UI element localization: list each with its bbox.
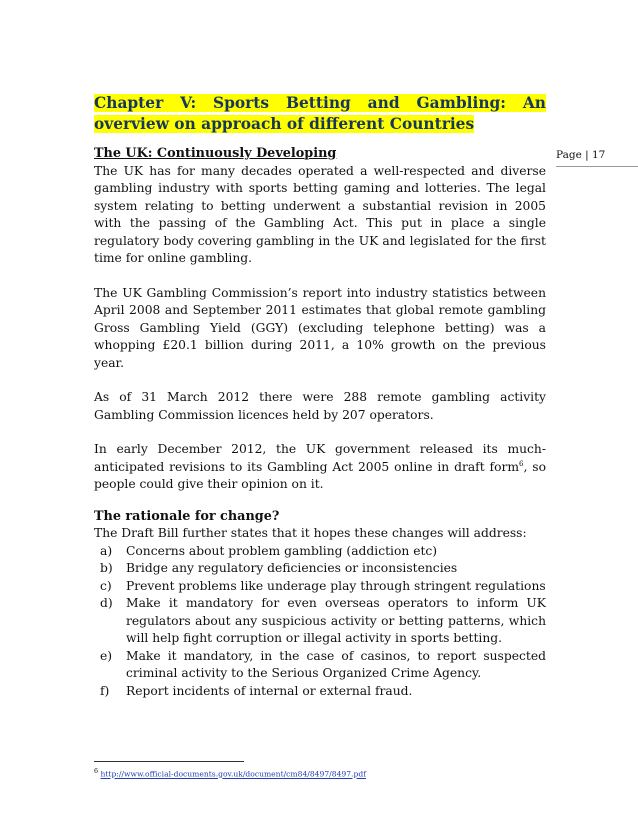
list-item-mark: f) (100, 683, 110, 698)
footnote-number: 6 (94, 768, 99, 775)
footnote (94, 768, 366, 779)
page-number: Page | 17 (556, 149, 638, 167)
list-item-mark: b) (100, 561, 113, 575)
draft-text-before: In early December 2012, the UK government released its much-anticipated revisions to its Gambling Act 2005 online in draft form (94, 442, 546, 474)
footnote-divider (94, 761, 244, 762)
paragraph-licences: As of 31 March 2012 there were 288 remote gambling activity Gambling Commission licences held by 207 operators. (94, 390, 546, 422)
paragraph-draft-bill (94, 441, 546, 494)
footnote-reference[interactable]: 6 (519, 459, 524, 468)
page-content (94, 93, 546, 700)
paragraph-commission-report: The UK Gambling Commission’s report into industry statistics between April 2008 and September 2011 estimates that global remote gambling Gross Gambling Yield (GGY) (excluding telephone betting) was a whopping £20.1 billion during 2011, a 10% growth on the previous year. (94, 285, 546, 370)
list-item-text: Make it mandatory, in the case of casinos, to report suspected criminal activity to the Serious Organized Crime Agency. (126, 648, 546, 680)
paragraph-uk-overview: The UK has for many decades operated a well-respected and diverse gambling industry with sports betting gaming and lotteries. The legal system relating to betting underwent a substantial revision in 2005 with the passing of the Gambling Act. This put in place a single regulatory body covering gambling in the UK and legislated for the first time for online gambling. (94, 163, 546, 265)
list-item-mark: d) (100, 596, 113, 610)
list-item-text: Report incidents of internal or external fraud. (126, 683, 413, 698)
section-heading: The UK: Continuously Developing (94, 146, 337, 161)
list-item-mark: e) (100, 648, 113, 663)
draft-text-after: , so people could give their opinion on it. (94, 459, 546, 491)
list-item-text: Concerns about problem gambling (addiction etc) (126, 543, 438, 558)
list-item (100, 595, 546, 648)
list-item (100, 683, 546, 701)
rationale-intro: The Draft Bill further states that it hopes these changes will address: (94, 526, 527, 540)
chapter-title (94, 93, 546, 135)
list-item (100, 648, 546, 683)
list-item-text: Make it mandatory for even overseas operators to inform UK regulators about any suspicious activity or betting patterns, which will help fight corruption or illegal activity in sports betting. (126, 596, 546, 645)
footnote-link[interactable]: http://www.official-documents.gov.uk/document/cm84/8497/8497.pdf (100, 769, 367, 779)
chapter-title-text: Chapter V: Sports Betting and Gambling: An overview on approach of different Countries (94, 94, 546, 133)
list-item-text: Bridge any regulatory deficiencies or inconsistencies (126, 561, 458, 575)
list-item-mark: a) (100, 543, 113, 558)
rationale-list (94, 543, 546, 701)
list-item (100, 578, 546, 596)
list-item-mark: c) (100, 578, 112, 593)
list-item (100, 543, 546, 561)
rationale-heading: The rationale for change? (94, 508, 280, 524)
list-item (100, 560, 546, 578)
list-item-text: Prevent problems like underage play through stringent regulations (126, 578, 546, 593)
